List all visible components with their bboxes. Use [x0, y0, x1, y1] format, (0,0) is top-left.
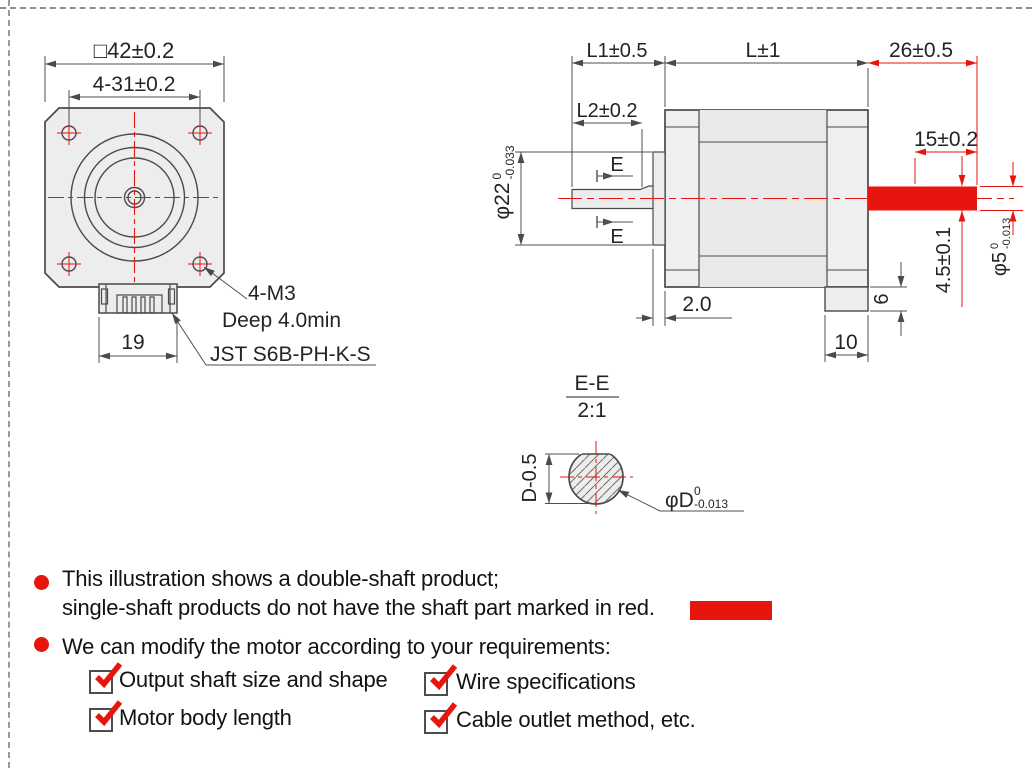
- note-bullet-1: [34, 575, 49, 590]
- dim-rear-shaft-len: 26±0.5: [888, 39, 954, 62]
- side-view: [490, 39, 1023, 362]
- pilot-tol-upper: 0: [490, 172, 504, 180]
- note2-text: We can modify the motor according to your requirements:: [62, 634, 611, 659]
- dim-rear-shaft-dia-group: [989, 218, 1013, 276]
- checkbox-wire-specs[interactable]: [424, 672, 448, 696]
- dim-pilot-dia-group: [490, 145, 517, 219]
- thread-note-line1: 4-M3: [248, 282, 296, 305]
- section-mark-top: E: [610, 154, 624, 176]
- thread-note-line2: Deep 4.0min: [222, 309, 342, 332]
- checkbox-cable-outlet[interactable]: [424, 710, 448, 734]
- dim-hole-spacing: 4-31±0.2: [92, 73, 176, 96]
- dim-outer-square: □42±0.2: [93, 38, 175, 63]
- dim-l1: L1±0.5: [586, 40, 648, 62]
- option-label-wire-specs: Wire specifications: [456, 669, 636, 694]
- dim-connector-len: 10: [834, 331, 858, 354]
- section-dia-tol-lower: -0.013: [694, 497, 729, 511]
- red-checkmark-icon: [428, 663, 458, 693]
- section-title: E-E: [574, 372, 610, 395]
- section-dia-tol-upper: 0: [694, 484, 701, 498]
- dim-pilot-height: 2.0: [682, 293, 712, 316]
- connector-label: JST S6B-PH-K-S: [210, 343, 371, 366]
- dim-section-flat: D-0.5: [519, 453, 541, 503]
- section-scale: 2:1: [577, 399, 607, 422]
- dim-section-dia: φD: [665, 489, 694, 512]
- dim-connector-width: 19: [121, 331, 145, 354]
- red-shaft-legend-swatch: [690, 601, 772, 620]
- option-label-cable-outlet: Cable outlet method, etc.: [456, 707, 696, 732]
- red-checkmark-icon: [428, 701, 458, 731]
- dim-connector-height: 6: [871, 293, 893, 305]
- rear-shaft-tol-upper: 0: [989, 242, 1001, 249]
- note1-line2: single-shaft products do not have the shaft part marked in red.: [62, 595, 655, 620]
- dim-rear-flat-len: 15±0.2: [913, 128, 979, 151]
- note1-line1: This illustration shows a double-shaft product;: [62, 566, 499, 591]
- connector-front: [99, 284, 177, 313]
- rear-shaft-tol-lower: -0.013: [1001, 217, 1013, 249]
- section-view: [519, 372, 744, 514]
- pilot-tol-lower: -0.033: [503, 145, 517, 180]
- dim-l: L±1: [745, 39, 781, 62]
- section-mark-bottom: E: [610, 226, 624, 248]
- front-view: [45, 38, 376, 366]
- dim-l2: L2±0.2: [576, 100, 638, 122]
- front-shaft: [572, 186, 654, 209]
- note-bullet-2: [34, 637, 49, 652]
- checkbox-body-length[interactable]: [89, 708, 113, 732]
- dim-pilot-dia: φ22: [491, 182, 514, 220]
- dim-rear-shaft-dia: φ5: [989, 252, 1011, 277]
- option-label-body-length: Motor body length: [119, 705, 292, 730]
- checkbox-output-shaft[interactable]: [89, 670, 113, 694]
- connector-side: [825, 287, 868, 311]
- option-label-output-shaft: Output shaft size and shape: [119, 667, 388, 692]
- dim-rear-flat-depth: 4.5±0.1: [933, 226, 955, 294]
